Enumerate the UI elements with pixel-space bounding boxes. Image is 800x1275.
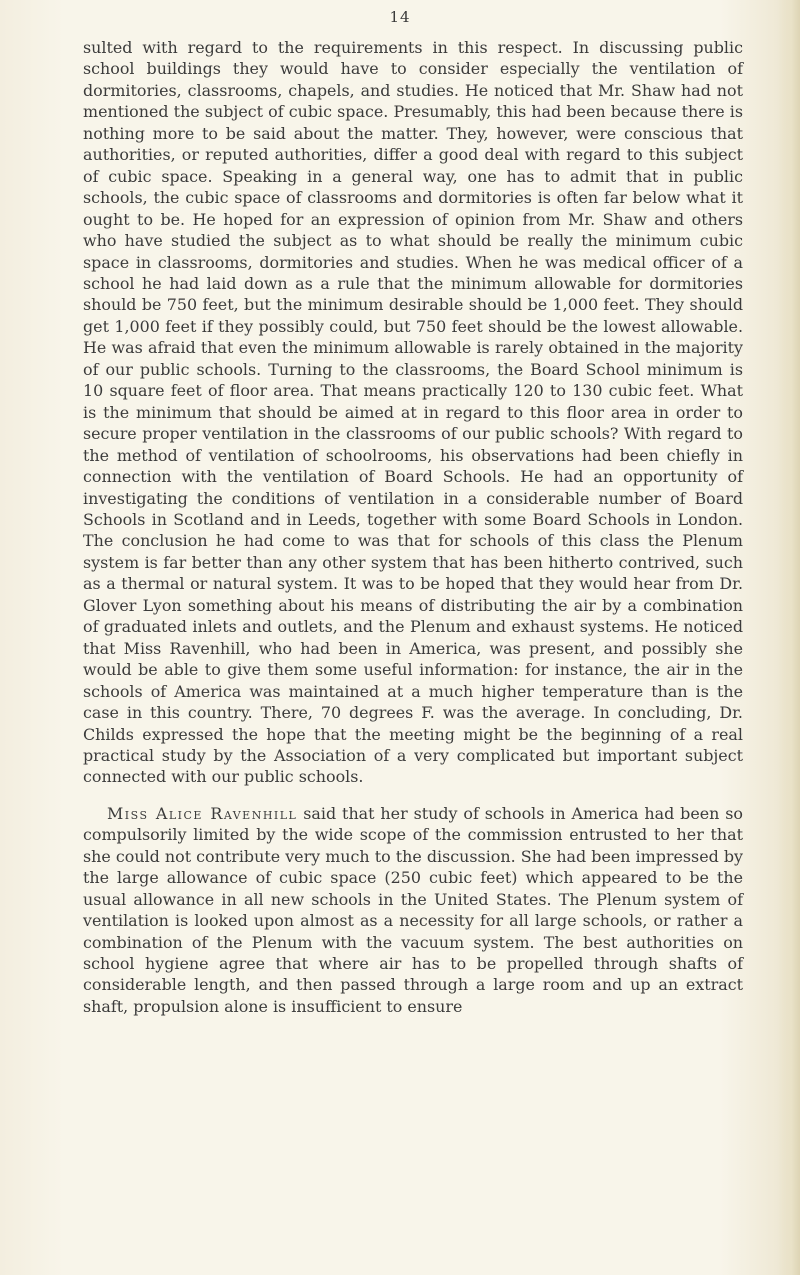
paragraph-2-text: said that her study of schools in America had been so compulsorily limited by the wide scope of the commission entrusted to her that she could not contribute very much to the discussion. She had been impressed by the large allowance of cubic space (250 cubic feet) which appeared to be the usual allowance in all new schools in the United States. The Plenum system of ventilation is looked upon almost as a necessity for all large schools, or rather a combination of the Plenum with the vacuum system. The best authorities on school hygiene agree that where air has to be propelled through shafts of considerable length, and then passed through a large room and up an extract shaft, propulsion alone is insufficient to ensure [83, 803, 743, 1016]
body-text [83, 37, 743, 1017]
page-edge-shadow [778, 0, 800, 1275]
page-number: 14 [389, 8, 411, 26]
paragraph-2 [83, 803, 743, 1018]
paragraph-1: sulted with regard to the requirements in this respect. In discussing public school buildings they would have to consider especially the ventilation of dormitories, classrooms, chapels, and studies. He noticed that Mr. Shaw had not mentioned the subject of cubic space. Presumably, this had been because there is nothing more to be said about the matter. They, however, were conscious that authorities, or reputed authorities, differ a good deal with regard to this subject of cubic space. Speaking in a general way, one has to admit that in public schools, the cubic space of classrooms and dormitories is often far below what it ought to be. He hoped for an expression of opinion from Mr. Shaw and others who have studied the subject as to what should be really the minimum cubic space in classrooms, dormitories and studies. When he was medical officer of a school he had laid down as a rule that the minimum allowable for dormitories should be 750 feet, but the minimum desirable should be 1,000 feet. They should get 1,000 feet if they possibly could, but 750 feet should be the lowest allowable. He was afraid that even the minimum allowable is rarely obtained in the majority of our public schools. Turning to the classrooms, the Board School minimum is 10 square feet of floor area. That means practically 120 to 130 cubic feet. What is the minimum that should be aimed at in regard to this floor area in order to secure proper ventilation in the classrooms of our public schools? With regard to the method of ventilation of schoolrooms, his observations had been chiefly in connection with the ventilation of Board Schools. He had an opportunity of investigating the conditions of ventilation in a considerable number of Board Schools in Scotland and in Leeds, together with some Board Schools in London. The conclusion he had come to was that for schools of this class the Plenum system is far better than any other system that has been hitherto contrived, such as a thermal or natural system. It was to be hoped that they would hear from Dr. Glover Lyon something about his means of distributing the air by a combination of graduated inlets and outlets, and the Plenum and exhaust systems. He noticed that Miss Ravenhill, who had been in America, was present, and possibly she would be able to give them some useful information: for instance, the air in the schools of America was maintained at a much higher temperature than is the case in this country. There, 70 degrees F. was the average. In concluding, Dr. Childs expressed the hope that the meeting might be the beginning of a real practical study by the Association of a very complicated but important subject connected with our public schools. [83, 38, 743, 787]
speaker-name: Miss Alice Ravenhill [107, 803, 298, 823]
